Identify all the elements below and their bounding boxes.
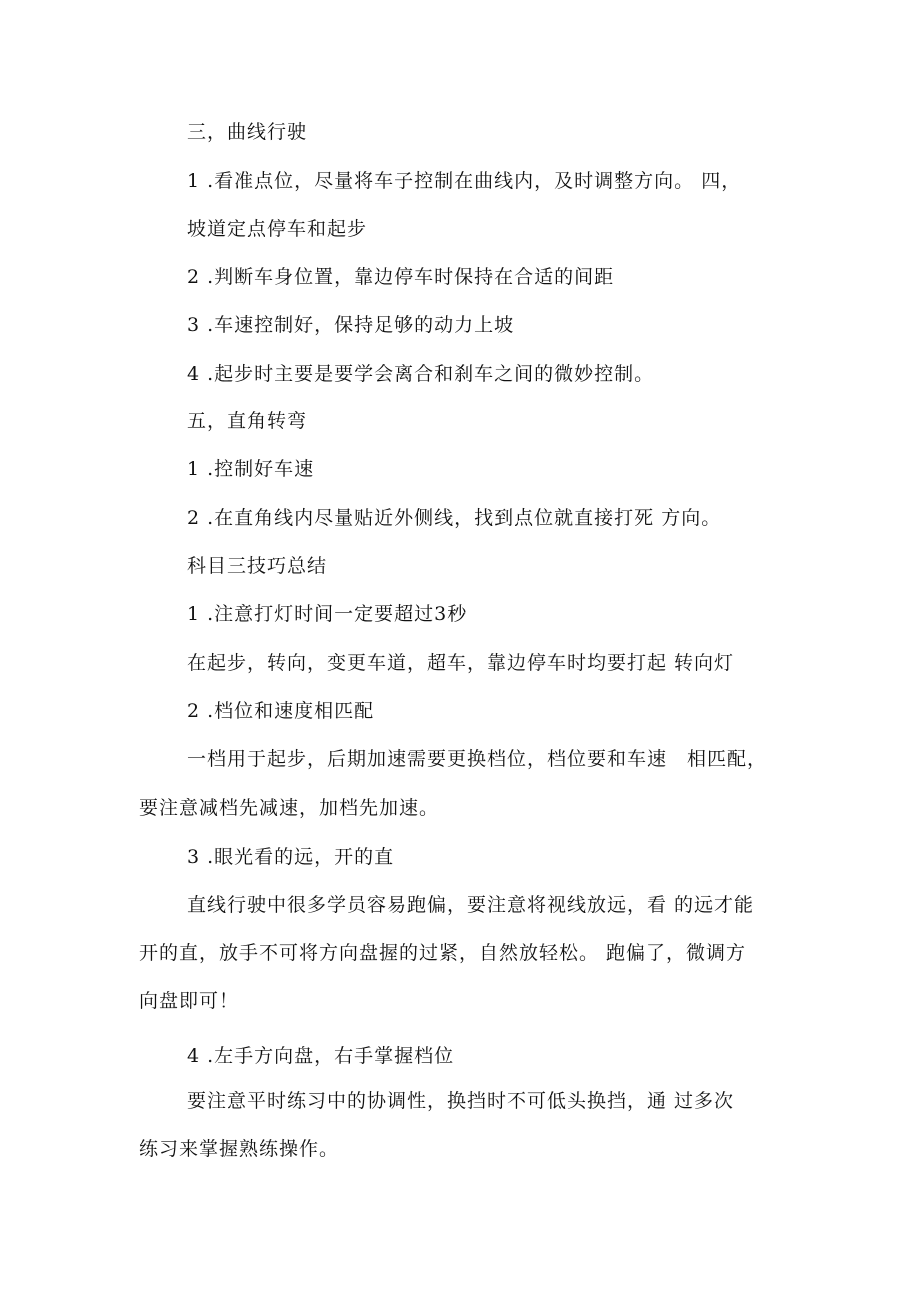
- text-line: 3 .眼光看的远，开的直: [187, 846, 395, 868]
- text-line: 向盘即可！: [139, 990, 240, 1012]
- section-heading-right-angle: 五，直角转弯: [187, 410, 308, 432]
- section-heading-subject-three: 科目三技巧总结: [187, 555, 328, 577]
- text-line: 1 .注意打灯时间一定要超过3秒: [187, 603, 468, 625]
- text-line: 直线行驶中很多学员容易跑偏，要注意将视线放远，看 的远才能: [187, 894, 755, 916]
- text-line: 开的直，放手不可将方向盘握的过紧，自然放轻松。 跑偏了，微调方: [139, 942, 747, 964]
- text-line: 在起步，转向，变更车道，超车，靠边停车时均要打起 转向灯: [187, 652, 735, 674]
- text-line: 2 .判断车身位置，靠边停车时保持在合适的间距: [187, 266, 615, 288]
- text-line: 坡道定点停车和起步: [187, 218, 368, 240]
- text-line: 2 .在直角线内尽量贴近外侧线，找到点位就直接打死 方向。: [187, 507, 722, 529]
- text-line: 要注意减档先减速，加档先加速。: [139, 797, 440, 819]
- text-line: 4 .起步时主要是要学会离合和刹车之间的微妙控制。: [187, 363, 655, 385]
- text-line: 要注意平时练习中的协调性，换挡时不可低头换挡，通 过多次: [187, 1090, 735, 1112]
- text-line: 4 .左手方向盘，右手掌握档位: [187, 1045, 455, 1067]
- text-line: 1 .控制好车速: [187, 458, 315, 480]
- text-line: 练习来掌握熟练操作。: [139, 1138, 340, 1160]
- text-line: 一档用于起步，后期加速需要更换档位，档位要和车速 相匹配，: [187, 748, 768, 770]
- text-line: 1 .看准点位，尽量将车子控制在曲线内，及时调整方向。 四，: [187, 170, 742, 192]
- text-line: 3 .车速控制好，保持足够的动力上坡: [187, 314, 515, 336]
- section-heading-curve: 三，曲线行驶: [187, 121, 308, 143]
- text-line: 2 .档位和速度相匹配: [187, 700, 375, 722]
